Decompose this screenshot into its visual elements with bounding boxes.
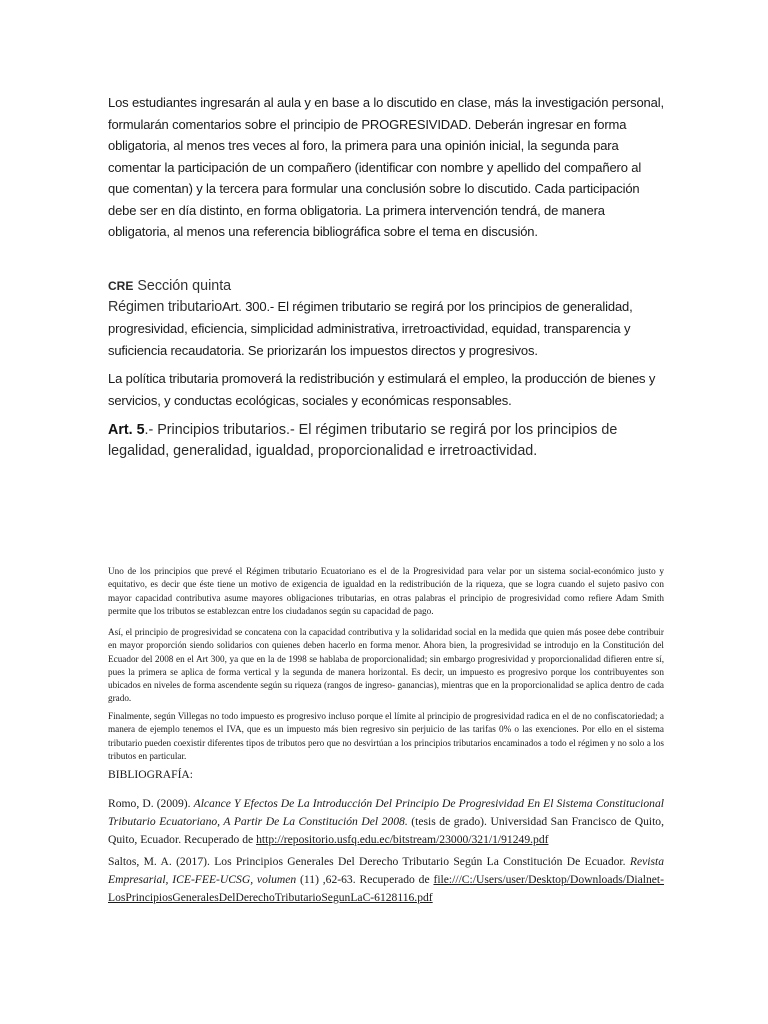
ref-saltos-journal: Revista Empresarial, ICE-FEE-UCSG, volumen [108,855,664,886]
cre-section-title: Sección quinta [137,278,232,294]
bibliography-heading: BIBLIOGRAFÍA: [108,768,194,781]
essay-paragraph-3: Finalmente, según Villegas no todo impuesto es progresivo incluso porque el límite al principio de progresividad radica en el de no confiscatoriedad; a manera de ejemplo tenemos el IVA, que es un impuesto más bien regresivo sin perjuicio de las tarifas 0% o las exenciones. Por ello en el sistema tributario pueden coexistir diferentes tipos de tributos pero que no desvirtúan a los principios tributarios encaminados a todo el régimen y no solo a los tributos en particular. [108,711,664,761]
ref-saltos-author: Saltos, M. A. (2017). Los Principios Generales Del Derecho Tributario Según La Constitución De Ecuador. [108,855,630,868]
ref-saltos-link[interactable]: file:///C:/Users/user/Desktop/Downloads/Dialnet-LosPrincipiosGeneralesDelDerechoTributarioSegunLaC-6128116.pdf [108,873,665,904]
essay-paragraph-2: Así, el principio de progresividad se concatena con la capacidad contributiva y la solidaridad social en la medida que quien más posee debe contribuir en mayor proporción siendo solidarios con quienes deben hacerlo en forma menor. Ahora bien, la progresividad se introdujo en la Constitución del Ecuador del 2008 en el Art 300, ya que en la de 1998 se hablaba de proporcionalidad; sin embargo progresividad y proporcionalidad difieren entre sí, pues la primera se aplica de forma vertical y la segunda de manera horizontal. Es decir, un impuesto es progresivo porque los contribuyentes son ubicados en niveles de forma ascendente según su riqueza (rangos de ingreso- ganancias), mientras que en la proporcionalidad se aplica dentro de cada grado. [108,627,664,704]
art-5-text: .- Principios tributarios.- El régimen tributario se regirá por los principios de legalidad, generalidad, igualdad, proporcionalidad e irretroactividad. [108,422,618,459]
bibliography-ref-saltos [108,853,664,907]
essay-paragraph-1: Uno de los principios que prevé el Régimen tributario Ecuatoriano es el de la Progresividad para velar por un sistema social-económico justo y equitativo, es decir que éste tiene un motivo de exigencia de igualdad en la redistribución de la riqueza, que se logra cuando el sujeto pasivo con mayor capacidad contributiva asume mayores obligaciones tributarias, en otras palabras el principio de progresividad como refiere Adam Smith permite que los tributos se establezcan entre los ciudadanos según su capacidad de pago. [108,566,664,616]
ref-romo-details: (tesis de grado). Universidad San Francisco de Quito, Quito, Ecuador. Recuperado de [108,815,665,846]
art-300-text: Art. 300.- El régimen tributario se regirá por los principios de generalidad, progresividad, eficiencia, simplicidad administrativa, irretroactividad, equidad, transparencia y suficiencia recaudatoria. Se priorizarán los impuestos directos y progresivos. [108,299,633,358]
cre-label: CRE [108,279,134,293]
intro-paragraph: Los estudiantes ingresarán al aula y en base a lo discutido en clase, más la investigación personal, formularán comentarios sobre el principio de PROGRESIVIDAD. Deberán ingresar en forma obligatoria, al menos tres veces al foro, la primera para una opinión inicial, la segunda para comentar la participación de un compañero (identificar con nombre y apellido del compañero al que comentan) y la tercera para formular una conclusión sobre lo discutido. Cada participación debe ser en día distinto, en forma obligatoria. La primera intervención tendrá, de manera obligatoria, al menos una referencia bibliográfica sobre el tema en discusión. [108,95,664,239]
art-5-paragraph [108,420,664,462]
ref-saltos-details: (11) ,62-63. Recuperado de [296,873,434,886]
ref-romo-title: Alcance Y Efectos De La Introducción Del Principio De Progresividad En El Sistema Constitucional Tributario Ecuatoriano, A Partir De La Constitución Del 2008. [108,797,664,828]
tax-policy-paragraph: La política tributaria promoverá la redistribución y estimulará el empleo, la producción de bienes y servicios, y conductas ecológicas, sociales y económicas responsables. [108,371,656,408]
cre-heading: Régimen tributario [108,299,223,315]
bibliography-ref-romo [108,795,664,849]
art-5-label: Art. 5 [108,422,145,438]
ref-romo-link[interactable]: http://repositorio.usfq.edu.ec/bitstream/23000/321/1/91249.pdf [256,833,549,846]
cre-section [108,276,664,361]
ref-romo-author: Romo, D. (2009). [108,797,194,810]
